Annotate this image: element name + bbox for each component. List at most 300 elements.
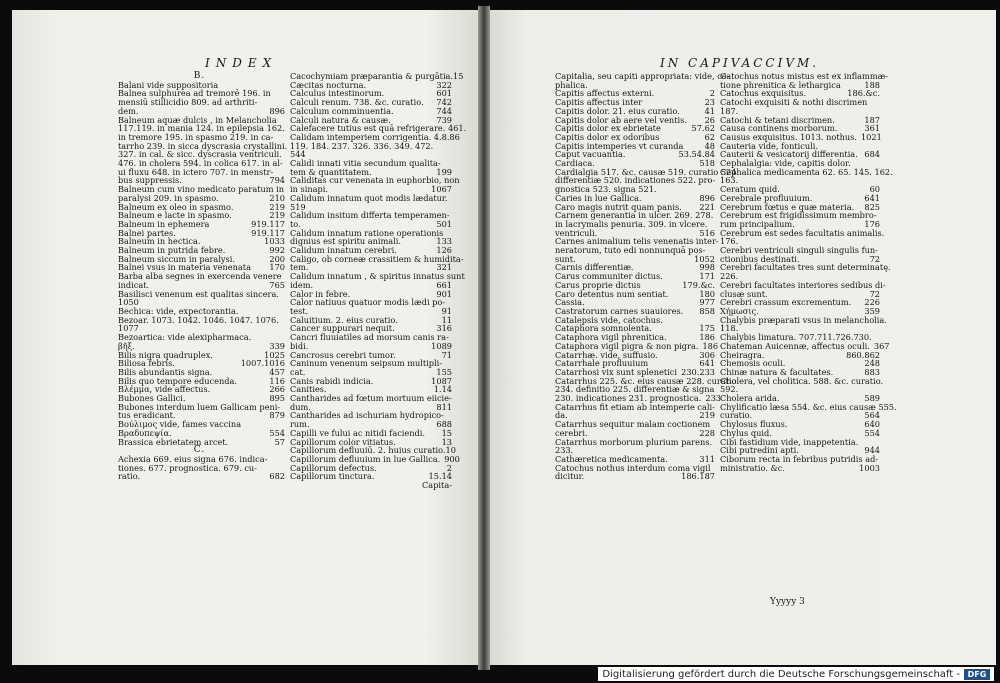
entry-page: 879 [269,410,285,421]
entry-page: 72 [869,288,880,299]
entry-page [712,438,716,447]
entry-text: Cholera, vel cholitica. 588. &c. curatio. [720,375,884,386]
entry-text: dum. [290,401,311,412]
entry-page: 744 [436,105,452,116]
entry-text: Cancrosus cerebri tumor. [290,349,396,360]
entry-text: Balneum e lacte in spasmo. [118,210,232,221]
entry-text: 176. [720,236,739,247]
entry-page: 48 [704,140,715,151]
entry-page: 11 [441,314,452,325]
entry-text: C. [193,445,206,456]
entry-page: 219 [269,201,285,212]
entry-text: Bilis quo tempore educenda. [118,375,237,386]
entry-text: 187. [720,105,739,116]
entry-text: Catarrhus morborum plurium parens. [555,436,713,447]
entry-text: Βούλιμος vide, fames vaccina [118,419,242,430]
entry-text: Catarrhæ. vide, suffusio. [555,349,658,360]
entry-text: 476. in cholera 594. in colica 617. in al- [118,158,283,169]
entry-page: 210 [269,192,285,203]
entry-page: 682 [269,471,285,482]
entry-text: Bezoar. 1073. 1042. 1046. 1047. 1076. [118,314,279,325]
entry-page [285,124,289,133]
entry-page: 316 [436,323,452,334]
entry-text: tus eradicant. [118,410,176,421]
entry-text: Calor in febre. [290,288,351,299]
entry-text: Calidum innatum ratione operationis [290,227,444,238]
entry-page: 2 [446,462,452,473]
entry-page: 219 [699,410,715,421]
index-entry [290,253,464,264]
entry-page: 825 [864,201,880,212]
index-entry [290,211,452,220]
entry-text: Chateman Auicennæ, affectus oculi. [720,340,870,351]
entry-text: Calor natiuus quatuor modis lædi po- [290,297,446,308]
entry-page: 41 [704,105,715,116]
entry-text: Ciborum recta in febribus putridis ad- [720,453,879,464]
entry-page: 858 [699,305,715,316]
entry-text: mensiū stillicidio 809. ad arthriti- [118,97,258,108]
entry-text: Balani vide suppositoria [118,79,219,90]
dfg-logo: DFG [964,669,990,680]
entry-page [897,403,901,412]
entry-text: Cataphora somnolenta. [555,323,652,334]
entry-text: Cassia. [555,297,585,308]
index-column-2 [290,71,467,491]
entry-page: 321 [436,262,452,273]
entry-text: Balneum aquæ dulcis , in Melancholia [118,114,277,125]
entry-text: Capilli ve fului ac nitidi faciendi. [290,427,425,438]
index-entry [290,271,465,282]
entry-page: 554 [269,427,285,438]
entry-page: 133 [436,236,452,247]
entry-text: Cerebrale profluuium. [720,192,813,203]
entry-text: Cæcitas nocturna. [290,79,367,90]
entry-text: Carnis differentiæ. [555,262,634,273]
entry-page [465,272,469,281]
entry-text: dignius est spiritu animali. [290,236,402,247]
entry-text: Caput vacuantia. [555,149,626,160]
entry-page: 186 [699,332,715,343]
index-entry [720,314,887,325]
entry-text: Chalybis præparati vsus in melancholia. [720,314,887,325]
entry-text: Castratorum carnes suauiores. [555,305,684,316]
entry-page [281,290,285,299]
entry-page: 57.62 [691,123,715,134]
entry-text: Bubones Gallici. [118,393,186,404]
entry-text: curatio. [720,410,752,421]
entry-text: Calculi natura & causæ. [290,114,391,125]
index-column-4 [720,71,897,473]
entry-text: Barba alba segnes in exercenda venere [118,271,282,282]
entry-page: 62 [704,131,715,142]
entry-text: Bezoartica: vide alexipharmaca. [118,332,252,343]
entry-text: phalica. [555,79,588,90]
entry-text: Capitis affectus inter [555,97,643,108]
entry-page: 589 [864,393,880,404]
entry-text: cat. [290,366,306,377]
entry-page: 180 [699,288,715,299]
entry-page: 895 [269,393,285,404]
entry-text: Bubones interdum luem Gallicam peni- [118,401,281,412]
entry-text: Catarrhale profluuium [555,358,649,369]
entry-page [876,98,880,107]
entry-text: Caro detentus num sentiat. [555,288,669,299]
entry-text: bidi. [290,340,309,351]
entry-page: 896 [269,105,285,116]
index-entry [290,394,452,403]
entry-text: Catarrhus fit etiam ab intemperie cali- [555,401,715,412]
entry-text: Catochus notus mistus est ex inflammæ- [720,71,889,81]
index-entry [290,411,452,420]
entry-text: Cancer suppurari nequit. [290,323,395,334]
entry-page [281,455,285,464]
entry-page: 860.862 [846,349,880,360]
entry-page: 266 [269,384,285,395]
entry-page: 896 [699,192,715,203]
entry-text: Canis rabidi indicia. [290,375,374,386]
index-entry [118,472,285,481]
entry-page: 992 [269,245,285,256]
entry-page: 60 [869,184,880,195]
entry-text: Chylosus fluxus. [720,419,788,430]
entry-page: 322 [436,79,452,90]
entry-page [713,211,717,220]
entry-text: Cibi putredini apti. [720,445,799,456]
entry-page [281,298,285,307]
entry-page: 901 [436,288,452,299]
entry-page [466,124,470,133]
entry-page: 554 [864,427,880,438]
entry-text: Causus exquisitus. 1013. nothus. [720,131,857,142]
index-entry [555,438,715,447]
entry-text: Chinæ natura & facultates. [720,366,834,377]
entry-text: Brassica ebrietatem arcet. [118,436,229,447]
entry-text: 1077 [118,323,139,334]
entry-text: Calculum comminuentia. [290,105,394,116]
entry-text: tem & quantitatem. [290,166,372,177]
entry-text: Cacochymiam præparantia & purgātia.15 [290,71,464,81]
entry-text: dem. [118,105,139,116]
signature-mark: Yyyyy 3 [770,597,805,607]
entry-text: Cerebrum fœtus e quæ materia. [720,201,855,212]
index-entry [118,333,285,342]
entry-text: indicat. [118,279,150,290]
entry-text: 163. [720,175,739,186]
entry-text: Balnea sulphurea ad tremorē 196. in [118,88,271,99]
entry-text: Canities. [290,384,327,395]
entry-text: Balneum siccum in paralysi. [118,253,235,264]
index-entry [720,98,880,107]
entry-page: 1067 [431,184,452,195]
entry-page [884,229,888,238]
entry-text: Balneum cum vino medicato paratum in [118,184,285,195]
entry-text: Chylus quid. [720,427,772,438]
entry-page: 306 [699,349,715,360]
entry-page: 175 [699,323,715,334]
entry-text: Χήμωσις. [720,305,759,316]
entry-text: Cardialgia 517. &c. causæ 519. curatio 524. [555,166,740,177]
entry-text: Capitis dolor ab aere vel ventis. [555,114,687,125]
entry-text: Calidum innatum , & spiritus innatus sunt [290,271,465,282]
entry-page: 739 [436,114,452,125]
entry-text: Balneum in ephemera [118,218,210,229]
entry-text: Balneum ex oleo in spasmo. [118,201,234,212]
entry-page: 361 [864,123,880,134]
dfg-footer [598,667,994,681]
entry-page: 176 [864,218,880,229]
entry-page: 15.14 [428,471,452,482]
entry-text: Calidam intemperiem corrigentia. 4.8.86 [290,131,460,142]
entry-text: paralysi 209. in spasmo. [118,192,219,203]
entry-page [448,194,452,203]
entry-page: 187 [864,114,880,125]
entry-text: Capillorum color vitiatus. [290,436,396,447]
entry-text: 118. [720,323,739,334]
entry-text: Cephalica medicamenta 62. 65. 145. 162. [720,166,893,177]
entry-text: da. [555,410,568,421]
entry-text: Βλέμμα, vide affectus. [118,384,211,395]
entry-text: Capitis dolor ex odoribus [555,131,660,142]
entry-page: 23 [704,97,715,108]
entry-page: 919.117 [251,218,285,229]
entry-page: 200 [269,253,285,264]
entry-page: 26 [704,114,715,125]
index-entry [290,333,452,342]
entry-text: 234. definitio 225. differentiæ & signa [555,384,715,395]
book-gutter [478,6,490,670]
entry-text: rum. [290,419,310,430]
entry-page: 72 [869,253,880,264]
entry-page [283,159,287,168]
entry-text: Cantharides ad fœtum mortuum eiicie- [290,393,452,404]
entry-text: Cerebrum est frigidissimum membro- [720,210,877,221]
entry-text: βῆξ. [118,340,135,351]
entry-page [281,316,285,325]
entry-page: 601 [436,88,452,99]
entry-page: 944 [864,445,880,456]
entry-text: 592. [720,384,739,395]
index-entry [720,375,884,386]
entry-page: 53.54.84 [678,149,715,160]
header-right: IN CAPIVACCIVM. [660,56,820,70]
entry-text: Cathæretica medicamenta. [555,453,668,464]
entry-text: Cerebri facultates tres sunt determinatę. [720,262,891,273]
entry-text: Achexia 669. eius signa 676. indica- [118,453,268,464]
entry-page: 248 [864,358,880,369]
entry-page: 919.117 [251,227,285,238]
entry-page: 367 [873,340,890,351]
entry-page [460,176,464,185]
entry-page: 811 [436,401,452,412]
entry-text: Capitis affectus externi. [555,88,655,99]
entry-text: Capitalia, seu capiti appropriata: vide, ce- [555,71,730,81]
entry-text: Catochi & tetani discrimen. [720,114,835,125]
entry-text: Capillorum defectus. [290,462,377,473]
index-entry [290,142,452,151]
entry-page: 1021 [860,131,882,142]
entry-text: Cauterii & vesicatorij differentia. [720,149,858,160]
index-column-1 [118,71,288,482]
entry-text: ui fluxu 648. in ictero 707. in menstr- [118,166,274,177]
entry-text: 327. in cal. & sicc. dyscrasia ventriculi. [118,149,282,160]
entry-text: Balnei partes. [118,227,176,238]
entry-page [883,377,887,386]
entry-text: Cataphora vigil pigra & non pigra. [555,340,699,351]
entry-text: Biliosa febris. [118,358,175,369]
entry-page: 226 [864,297,880,308]
entry-page: 126 [436,245,452,256]
header-left: INDEX [205,56,278,70]
entry-page: 359 [864,305,880,316]
entry-text: Calidi innati vitia secundum qualita- [290,158,441,169]
entry-text: in sinapi. [290,184,328,195]
entry-text: 119. 184. 237. 326. 336. 349. 472. [290,140,434,151]
entry-page [886,281,890,290]
entry-page: 57 [274,436,285,447]
entry-text: Cataphora vigil phrenitica. [555,332,667,343]
entry-text: ministratio. &c. [720,462,785,473]
entry-text: Bechica: vide, expectorantia. [118,305,239,316]
entry-page: 1.14 [433,384,452,395]
entry-text: Capillorum defluuium in lue Gallica. [290,453,441,464]
entry-page [888,72,892,81]
entry-page [463,72,467,81]
index-entry [118,290,285,299]
entry-page: 1052 [694,253,715,264]
entry-page [887,316,891,325]
entry-page: 230.233 [681,366,715,377]
entry-page: 765 [269,279,285,290]
entry-page: 233 [705,393,721,404]
index-entry [290,298,452,307]
entry-text: Balnei vsus in materia venenata [118,262,251,273]
entry-text: Balneum in hectica. [118,236,201,247]
entry-page [281,324,285,333]
entry-text: dicitur. [555,471,585,482]
entry-text: Calculi renum. 738. &c. curatio. [290,97,424,108]
entry-page: 1089 [431,340,452,351]
entry-text: Calidum innatum quot modis lædatur. [290,192,448,203]
index-entry [555,403,715,412]
entry-text: Carus proprie dictus [555,279,641,290]
index-entry [720,227,885,238]
entry-page: 883 [864,366,880,377]
entry-text: Capillorum defluuiū. 2. huius curatio.10 [290,445,456,456]
entry-text: Ceratum quid. [720,184,780,195]
index-entry [290,194,452,203]
entry-page: 1025 [264,349,285,360]
entry-text: Cheiragra. [720,349,765,360]
index-entry [118,464,285,473]
entry-text: 544 [290,149,306,160]
entry-text: ratio. [118,471,141,482]
entry-text: tione phrenitica & lethargica [720,79,841,90]
entry-text: cerebri. [555,427,588,438]
entry-text: Cephalalgia: vide, capitis dolor. [720,158,851,169]
entry-page [876,324,880,333]
entry-text: Causa continens morborum. [720,123,838,134]
entry-page: 339 [269,340,285,351]
entry-page: 661 [436,279,452,290]
entry-text: ventriculi. [555,227,598,238]
entry-text: Cauteria vide, fonticuli. [720,140,818,151]
entry-text: Caligo, ob corneæ crassitiem & humidita- [290,253,464,264]
entry-text: Balneum in putrida febre. [118,245,226,256]
entry-text: Βραδυπεψία. [118,427,172,438]
entry-text: 519 [290,201,306,212]
entry-page: 1033 [264,236,285,247]
entry-text: test. [290,305,309,316]
entry-text: Caliditas cur venenata in euphorbio, non [290,175,460,186]
entry-text: 233. [555,445,574,456]
entry-text: sunt. [555,253,576,264]
entry-text: ctionibus destinati. [720,253,800,264]
index-entry [290,481,452,490]
entry-text: in tremore 195. in spasmo 219. in ca- [118,131,274,142]
entry-text: Calefacere tutius est quā refrigerare. 461. [290,123,467,134]
entry-page: 311 [699,453,715,464]
entry-text: Carnes animalium telis venenatis inter- [555,236,719,247]
entry-text: tarrho 239. in sicca dyscrasia crystallini. [118,140,288,151]
index-entry [720,262,891,273]
entry-text: Catalepsis vide, catochus. [555,314,663,325]
entry-text: gnostica 523. signa 521. [555,184,657,195]
entry-page: 1087 [431,375,452,386]
entry-text: Caro magis nutrit quam panis. [555,201,682,212]
entry-text: Capitis intemperies vt curanda [555,140,684,151]
entry-page [715,403,719,412]
index-entry [118,98,285,107]
entry-text: Cantharides ad ischuriam hydropico- [290,410,444,421]
entry-page: 116 [269,375,285,386]
entry-text: Cerebri ventriculi singuli singulis fun- [720,245,878,256]
entry-text: Catochus exquisitus. [720,88,807,99]
entry-page: 640 [864,419,880,430]
entry-page: 457 [269,366,285,377]
entry-page: 564 [864,410,880,421]
index-entry [720,166,893,177]
entry-text: Catochus nothus interdum coma vigil [555,462,711,473]
entry-page [893,168,897,177]
entry-text: Bilis abundantis signa. [118,366,213,377]
entry-text: Capillorum tinctura. [290,471,375,482]
entry-text: Chemosis oculi. [720,358,786,369]
entry-text: Calidum insitum differta temperamen- [290,210,450,221]
entry-page: 221 [699,201,715,212]
entry-page: 641 [864,192,880,203]
index-entry [118,316,285,325]
entry-text: Cerebri crassum excrementum. [720,297,852,308]
entry-page: 900 [444,453,460,464]
entry-page: 186 [702,340,719,351]
entry-text: Carnem generantia in ulcer. 269. 278. [555,210,714,221]
entry-text: Calidum innatum cerebri. [290,245,397,256]
entry-text: Catochi exquisiti & nothi discrimen [720,97,868,108]
entry-text: Capitis dolor ex ebrietate [555,123,661,134]
entry-text: Calculus intestinorum. [290,88,385,99]
entry-text: Capitis dolor. 21. eius curatio. [555,105,680,116]
entry-page: Capita- [422,480,452,491]
entry-page [281,307,285,316]
entry-text: Catarrhus 225. &c. eius causæ 228. curatio [555,375,737,386]
entry-text: Chylificatio læsa 554. &c. eius causæ 555. [720,401,897,412]
entry-page: 977 [699,297,715,308]
entry-page: 179.&c. [682,279,715,290]
entry-text: 1050 [118,297,139,308]
entry-text: rum principalium. [720,218,795,229]
entry-text: Carus communiter dictus. [555,271,663,282]
entry-text: bus suppressis. [118,175,182,186]
